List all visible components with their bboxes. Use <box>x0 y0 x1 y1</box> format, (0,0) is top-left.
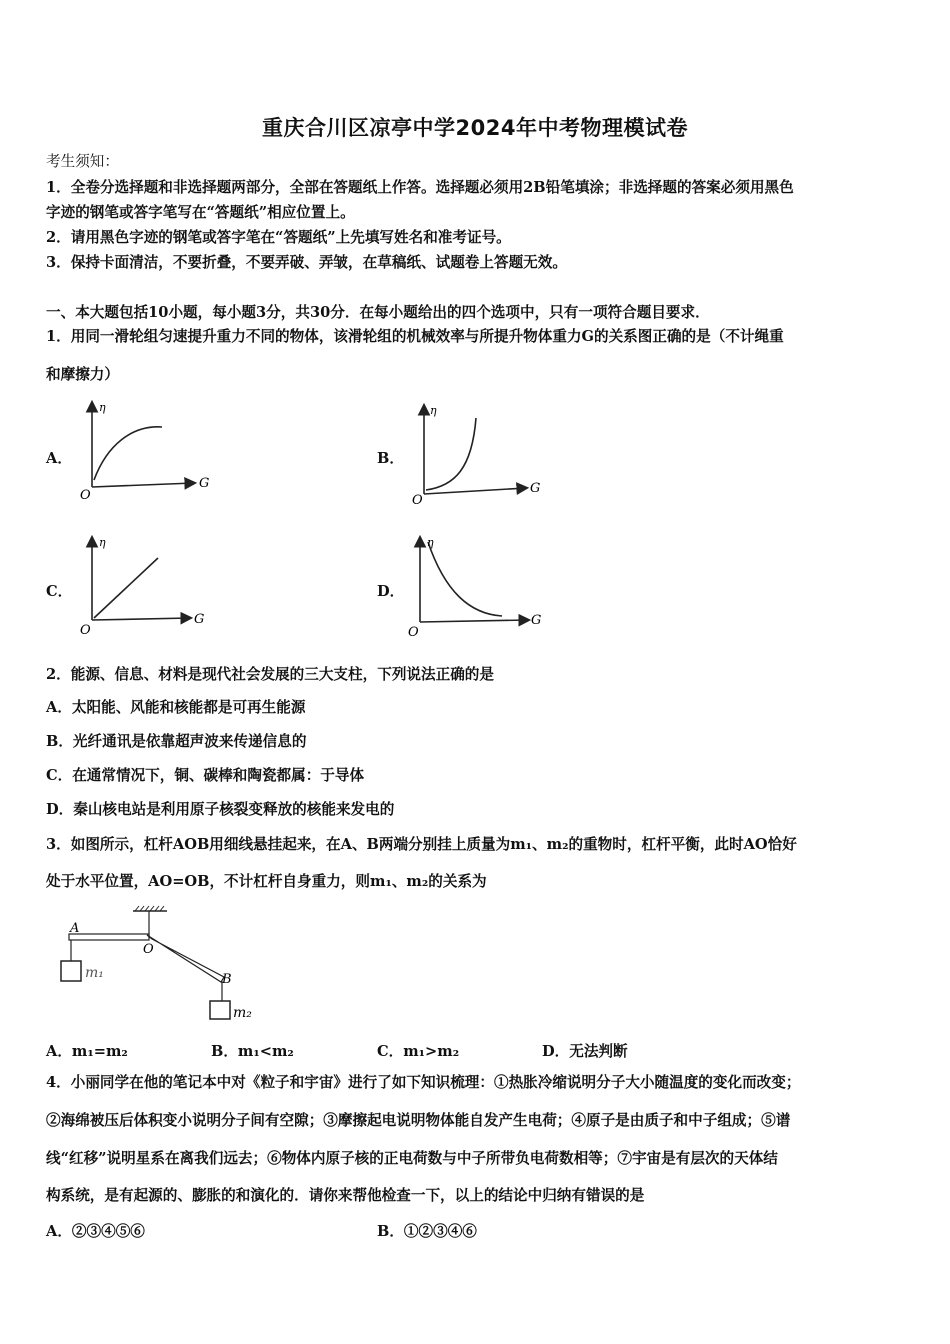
q4-stem-2: ②海绵被压后体积变小说明分子间有空隙；③摩擦起电说明物体能自发产生电荷；④原子是由质子和中子组成；⑤谱 <box>46 1112 791 1129</box>
q2-option-b: B．光纤通讯是依靠超声波来传递信息的 <box>46 733 307 750</box>
q3-option-b: B．m₁<m₂ <box>211 1043 294 1060</box>
curve-decreasing <box>428 542 502 616</box>
q3-option-a: A．m₁=m₂ <box>46 1043 128 1060</box>
q4-option-b: B．①②③④⑥ <box>377 1223 477 1240</box>
q1-option-d: D． <box>377 583 405 600</box>
origin-label: O <box>412 493 423 508</box>
q3-option-c: C．m₁>m₂ <box>377 1043 460 1060</box>
q3-option-d: D．无法判断 <box>542 1043 628 1060</box>
graph-c <box>72 530 217 638</box>
x-axis <box>92 483 194 487</box>
q2-option-c: C．在通常情况下，铜、碳棒和陶瓷都属：于导体 <box>46 767 365 784</box>
label-o: O <box>143 942 154 957</box>
lever-figure <box>55 905 275 1030</box>
notice-item-3: 3．保持卡面清洁，不要折叠，不要弄破、弄皱，在草稿纸、试题卷上答题无效。 <box>46 254 567 271</box>
origin-label: O <box>80 488 91 503</box>
label-m2: m₂ <box>233 1005 252 1021</box>
q4-stem-1: 4．小丽同学在他的笔记本中对《粒子和宇宙》进行了如下知识梳理：①热胀冷缩说明分子大小随温度的变化而改变； <box>46 1074 801 1091</box>
graph-b <box>400 398 550 508</box>
graph-a <box>72 395 217 505</box>
notice-item-1-cont: 字迹的钢笔或答字笔写在“答题纸”相应位置上。 <box>46 204 355 221</box>
label-m1: m₁ <box>85 965 104 981</box>
x-axis <box>420 620 528 622</box>
axis-x-label: G <box>531 613 542 628</box>
q1-option-a: A． <box>46 450 72 467</box>
straight-line <box>94 558 158 618</box>
page-title: 重庆合川区凉亭中学2024年中考物理模试卷 <box>262 116 688 140</box>
axis-y-label: η <box>99 536 106 549</box>
axis-y-label: η <box>427 536 434 549</box>
mass-m2 <box>210 1001 230 1019</box>
axis-x-label: G <box>530 481 541 496</box>
axis-y-label: η <box>99 401 106 414</box>
q1-stem-cont: 和摩擦力） <box>46 366 119 383</box>
q2-option-d: D．秦山核电站是利用原子核裂变释放的核能来发电的 <box>46 801 395 818</box>
curve-concave-down <box>94 427 162 480</box>
axis-x-label: G <box>199 476 210 491</box>
q2-stem: 2．能源、信息、材料是现代社会发展的三大支柱，下列说法正确的是 <box>46 666 494 683</box>
graph-d <box>400 532 550 640</box>
axis-x-label: G <box>194 612 205 627</box>
q1-option-b: B． <box>377 450 404 467</box>
x-axis <box>92 618 190 620</box>
q1-option-c: C． <box>46 583 73 600</box>
lever-arm-ao <box>69 934 149 940</box>
q4-stem-4: 构系统，是有起源的、膨胀的和演化的．请你来帮他检查一下，以上的结论中归纳有错误的是 <box>46 1187 645 1204</box>
axis-y-label: η <box>430 404 437 417</box>
lever-arm-ob <box>147 935 224 982</box>
curve-concave-up <box>426 418 476 490</box>
notice-item-1: 1．全卷分选择题和非选择题两部分，全部在答题纸上作答。选择题必须用2B铅笔填涂；非选择题的答案必须用黑色 <box>46 179 794 196</box>
q3-stem-cont: 处于水平位置，AO=OB，不计杠杆自身重力，则m₁、m₂的关系为 <box>46 873 487 890</box>
q4-option-a: A．②③④⑤⑥ <box>46 1223 145 1240</box>
label-b: B <box>222 972 232 987</box>
origin-label: O <box>408 625 419 640</box>
x-axis <box>424 488 526 494</box>
mass-m1 <box>61 961 81 981</box>
q4-stem-3: 线“红移”说明星系在离我们远去；⑥物体内原子核的正电荷数与中子所带负电荷数相等；⑦宇宙是有层次的天体结 <box>46 1150 778 1167</box>
label-a: A <box>70 921 80 936</box>
q3-stem: 3．如图所示，杠杆AOB用细线悬挂起来，在A、B两端分别挂上质量为m₁、m₂的重物时，杠杆平衡，此时AO恰好 <box>46 836 797 853</box>
origin-label: O <box>80 623 91 638</box>
q2-option-a: A．太阳能、风能和核能都是可再生能源 <box>46 699 306 716</box>
notice-item-2: 2．请用黑色字迹的钢笔或答字笔在“答题纸”上先填写姓名和准考证号。 <box>46 229 511 246</box>
q1-stem: 1．用同一滑轮组匀速提升重力不同的物体，该滑轮组的机械效率与所提升物体重力G的关系图正确的是（不计绳重 <box>46 328 784 345</box>
notice-heading: 考生须知： <box>46 153 119 170</box>
section-heading: 一、本大题包括10小题，每小题3分，共30分．在每小题给出的四个选项中，只有一项符合题目要求． <box>46 304 710 321</box>
